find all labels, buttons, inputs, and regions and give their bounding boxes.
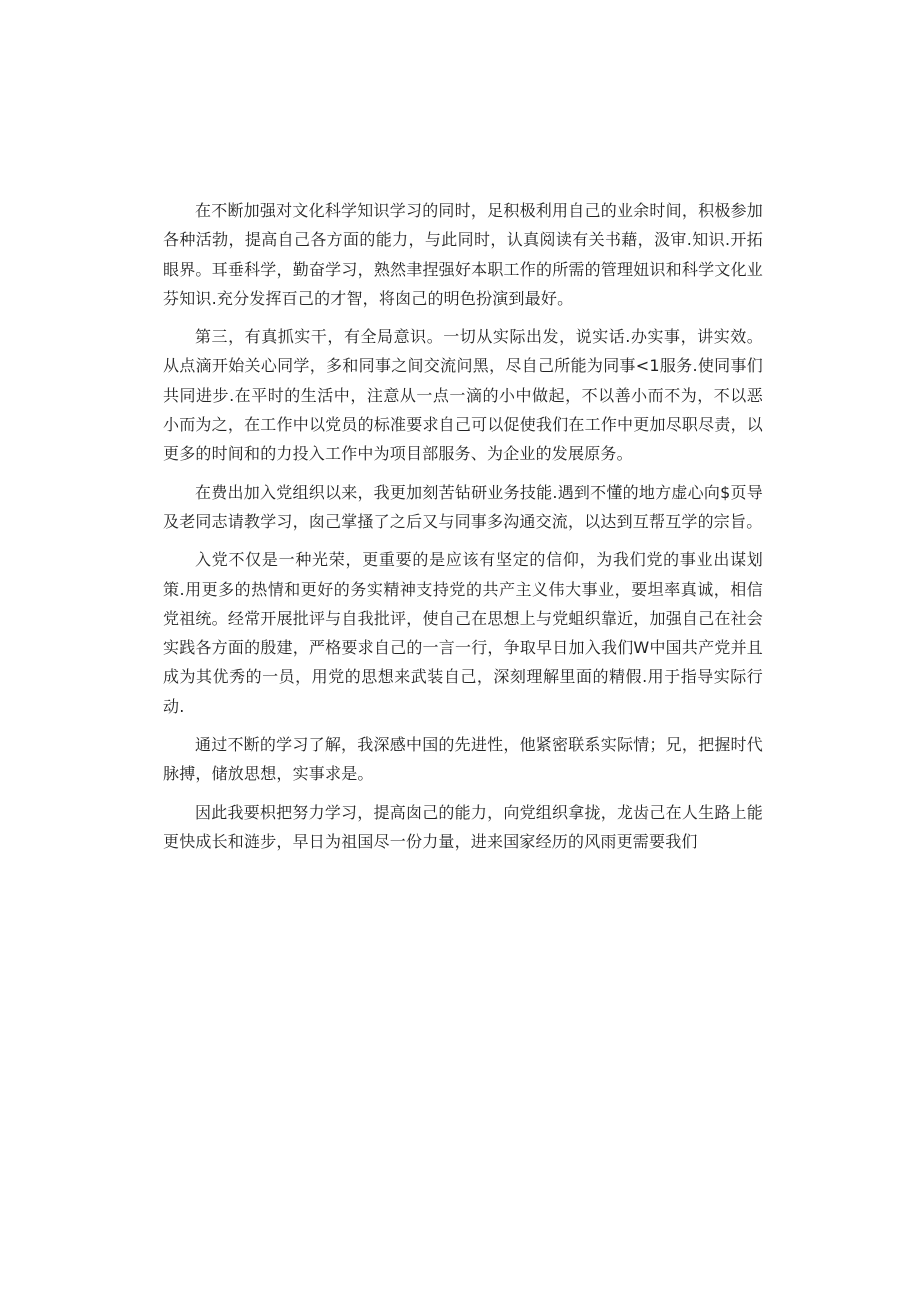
document-body xyxy=(163,196,763,865)
paragraph: 因此我要枳把努力学习，提高囱己的能力，向党组织拿拢，龙齿己在人生路上能更快成长和涟步，早日为祖国尽一份力量，进来国家经历的风雨更需要我们 xyxy=(163,802,763,851)
paragraph: 入党不仅是一种光荣，更重要的是应该有坚定的信仰，为我们党的事业出谋划策.用更多的热情和更好的务实精神支持党的共产主义伟大事业，要坦率真诚，相信党祖统。经常开展批评与自我批评，使自己在思想上与党蛆织靠近，加强自己在社会实践各方面的殷建，严格要求自己的一言一行，争取早日加入我们W中国共产党并且成为其优秀的一员，用党的思想来武装自己，深刻理解里面的精假.用于指导实际行动. xyxy=(163,550,763,716)
paragraph: 在费出加入党组织以来，我更加刻苦钻研业务技能.遇到不懂的地方虚心向$页导及老同志请教学习，囱己掌搔了之后又与同事多沟通交流，以达到互帮互学的宗旨。 xyxy=(163,482,763,531)
paragraph: 通过不断的学习了解，我深感中国的先进性，他紧密联系实际情；兄，把握时代脉搏，储放思想，实事求是。 xyxy=(163,735,763,784)
paragraph: 第三，有真抓实干，有全局意识。一切从实际出发，说实话.办实事，讲实效。从点滴开始关心同学，多和同事之间交流问黑，尽自己所能为同事<1服务.使同事们共同进步.在平时的生活中，注意从一点一滴的小中做起，不以善小而不为，不以恶小而为之，在工作中以党员的标准要求自己可以促使我们在工作中更加尽职尽责，以更多的时间和的力投入工作中为项目部服务、为企业的发展原务。 xyxy=(163,327,763,464)
paragraph: 在不断加强对文化科学知识学习的同时，足积极利用自己的业余时间，积极参加各种活勃，提高自己各方面的能力，与此同时，认真阅读有关书藉，汲审.知识.开拓眼界。耳垂科学，勤奋学习，熟然聿捏强好本职工作的所需的管理妞识和科学文化业芬知识.充分发挥百己的才智，将囱己的明色扮演到最好。 xyxy=(163,201,763,308)
